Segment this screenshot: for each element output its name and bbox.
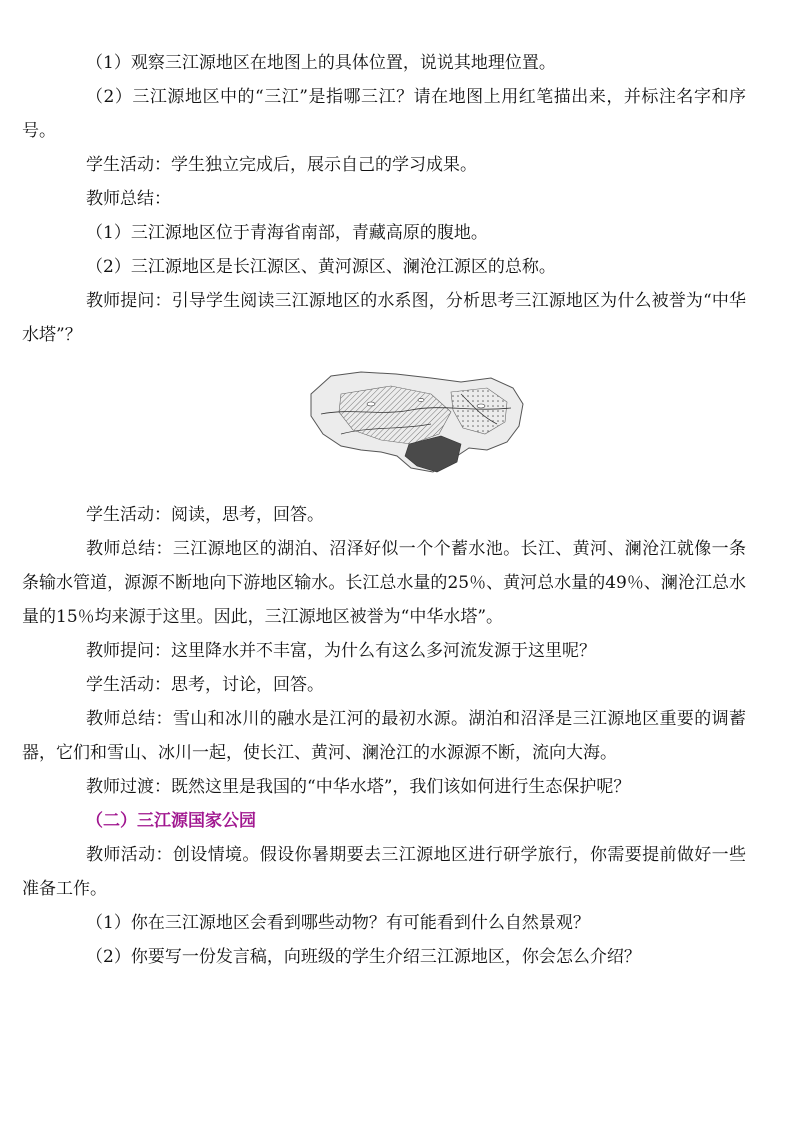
- student-activity-2: 学生活动：阅读，思考，回答。: [86, 505, 324, 525]
- summary-2: （2）三江源地区是长江源区、黄河源区、澜沧江源区的总称。: [86, 257, 556, 277]
- section-heading-national-park: （二）三江源国家公园: [86, 811, 256, 831]
- question-1: （1）观察三江源地区在地图上的具体位置，说说其地理位置。: [86, 53, 556, 73]
- summary-1: （1）三江源地区位于青海省南部，青藏高原的腹地。: [86, 223, 488, 243]
- teacher-summary-2: 教师总结：三江源地区的湖泊、沼泽好似一个个蓄水池。长江、黄河、澜沧江就像一条条输水管道，源源不断地向下游地区输水。长江总水量的25％、黄河总水量的49％、澜沧江总水量的15％均来源于这里。因此，三江源地区被誉为“中华水塔”。: [22, 539, 746, 627]
- student-activity-1: 学生活动：学生独立完成后，展示自己的学习成果。: [86, 155, 477, 175]
- question-3: （1）你在三江源地区会看到哪些动物？有可能看到什么自然景观？: [86, 913, 590, 933]
- student-activity-3: 学生活动：思考，讨论，回答。: [86, 675, 324, 695]
- document-content: [22, 46, 746, 974]
- lake-marker: [477, 404, 485, 408]
- teacher-question-2: 教师提问：这里降水并不丰富，为什么有这么多河流发源于这里呢？: [86, 641, 596, 661]
- teacher-summary-3: 教师总结：雪山和冰川的融水是江河的最初水源。湖泊和沼泽是三江源地区重要的调蓄器，它们和雪山、冰川一起，使长江、黄河、澜沧江的水源源不断，流向大海。: [22, 709, 746, 763]
- teacher-summary-label: 教师总结：: [86, 189, 171, 209]
- question-4: （2）你要写一份发言稿，向班级的学生介绍三江源地区，你会怎么介绍？: [86, 947, 641, 967]
- teacher-question-1: 教师提问：引导学生阅读三江源地区的水系图，分析思考三江源地区为什么被誉为“中华水塔”？: [22, 291, 746, 345]
- map-image: [301, 364, 531, 484]
- question-2: （2）三江源地区中的“三江”是指哪三江？请在地图上用红笔描出来，并标注名字和序号。: [22, 87, 746, 141]
- teacher-activity: 教师活动：创设情境。假设你暑期要去三江源地区进行研学旅行，你需要提前做好一些准备工作。: [22, 845, 746, 899]
- lake-marker: [418, 398, 424, 401]
- sanjiangyuan-water-system-map: [301, 364, 531, 484]
- teacher-transition: 教师过渡：既然这里是我国的“中华水塔”，我们该如何进行生态保护呢？: [86, 777, 631, 797]
- lake-marker: [367, 402, 375, 406]
